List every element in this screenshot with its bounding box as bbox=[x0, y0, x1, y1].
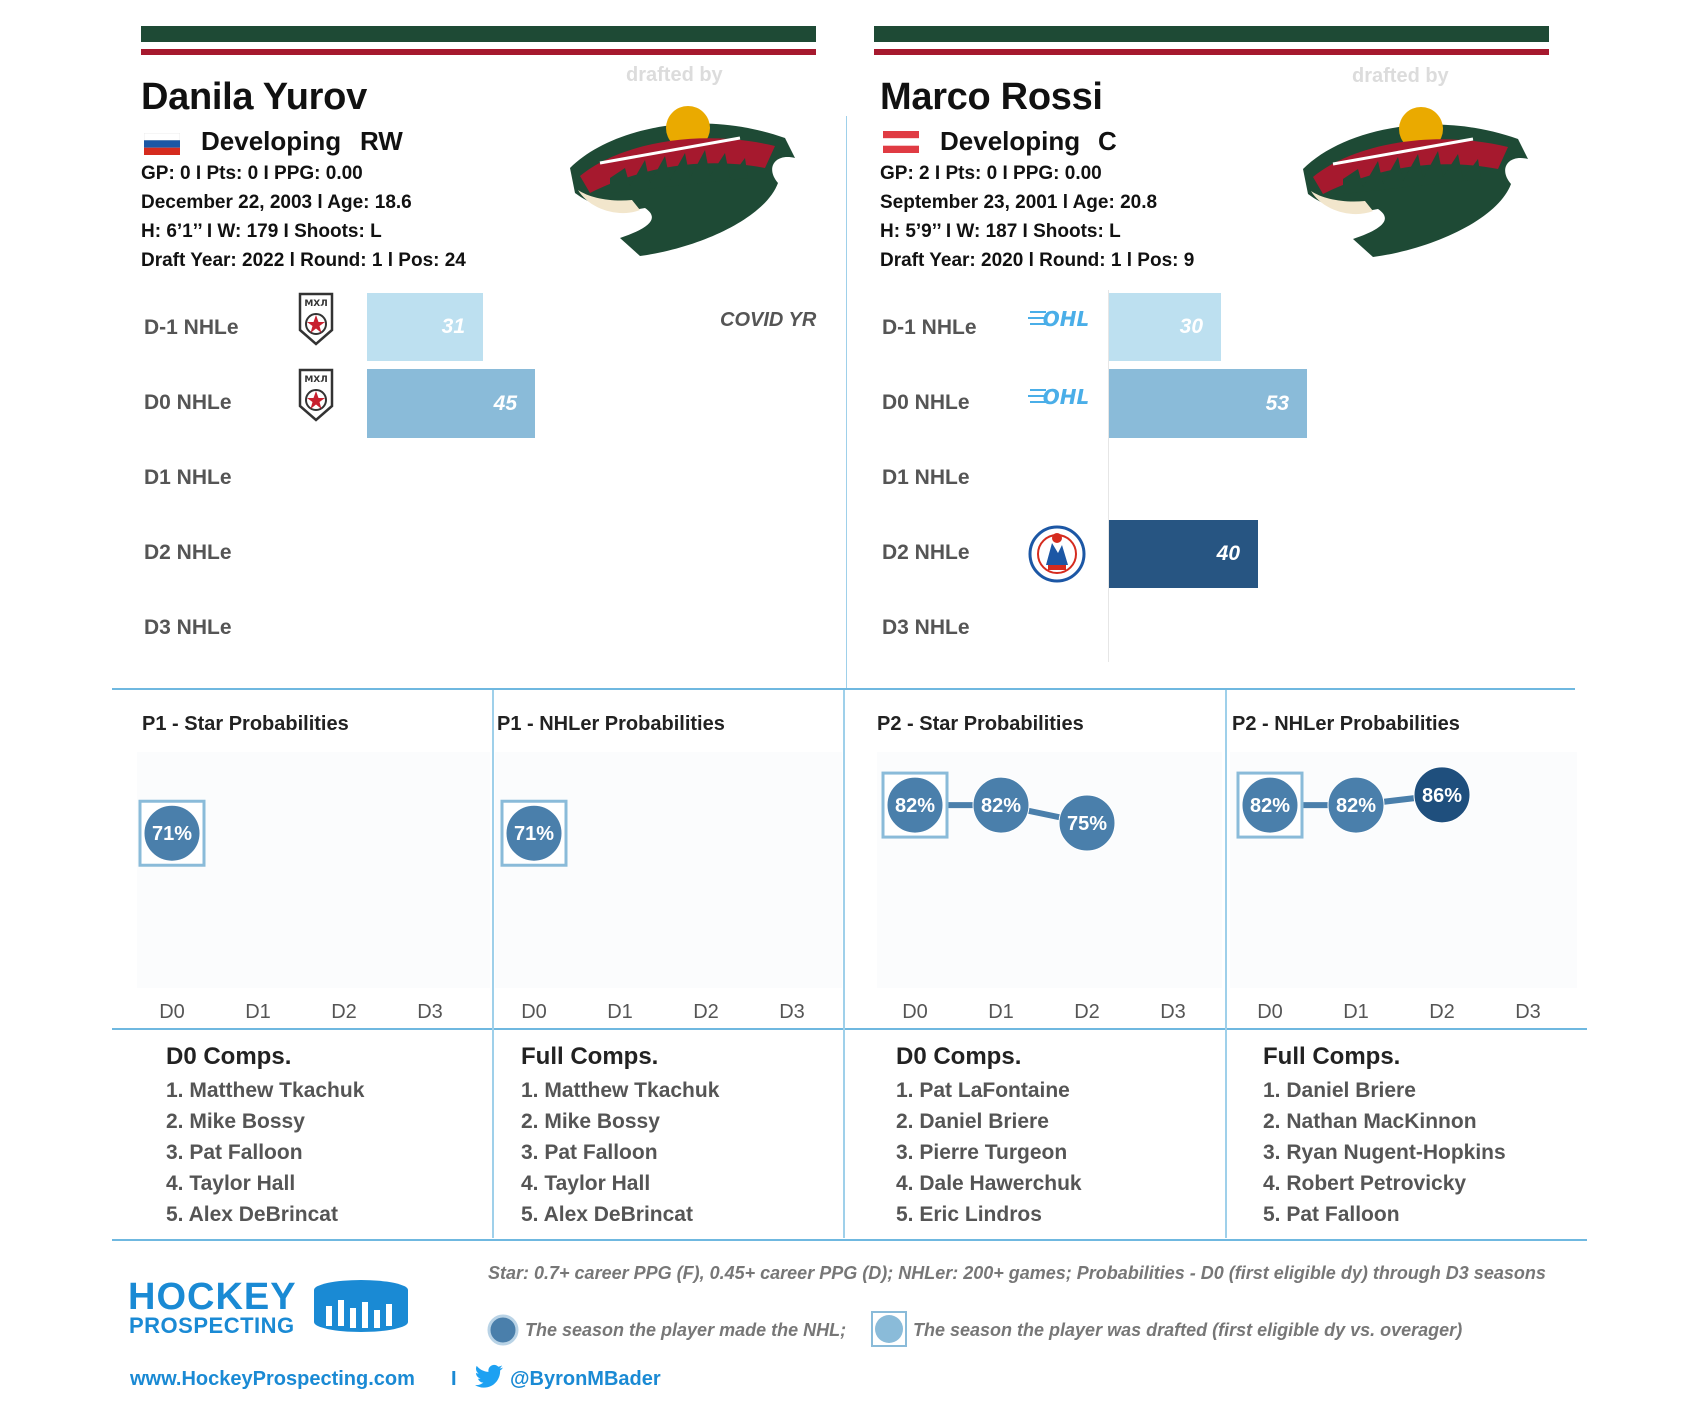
x-tick-label: D2 bbox=[1074, 1001, 1100, 1023]
comp-list-item: 5. Pat Falloon bbox=[1263, 1203, 1400, 1226]
comp-list-item: 4. Taylor Hall bbox=[521, 1172, 651, 1195]
nhle-bar bbox=[367, 369, 535, 438]
section-divider-bottom bbox=[112, 1239, 1587, 1241]
data-label: 82% bbox=[1249, 795, 1291, 818]
nhle-axis-line bbox=[1108, 290, 1109, 662]
nhle-label: D-1 NHLe bbox=[882, 316, 977, 339]
nhle-label: D1 NHLe bbox=[882, 466, 970, 489]
drafted-by-label: drafted by bbox=[626, 64, 723, 86]
player-status: Developing bbox=[940, 126, 1081, 156]
minnesota-wild-logo-icon bbox=[1283, 99, 1533, 259]
comps-title: Full Comps. bbox=[1263, 1043, 1401, 1070]
russia-flag-icon bbox=[144, 133, 180, 155]
comp-list-item: 3. Pierre Turgeon bbox=[896, 1141, 1068, 1164]
mhl-logo-icon bbox=[298, 368, 334, 422]
player-name: Danila Yurov bbox=[141, 76, 367, 118]
data-label: 82% bbox=[1335, 795, 1377, 818]
player-draft: Draft Year: 2020 l Round: 1 l Pos: 9 bbox=[880, 250, 1195, 271]
nhl-season-legend-icon bbox=[486, 1313, 520, 1347]
comp-list-item: 4. Dale Hawerchuk bbox=[896, 1172, 1082, 1195]
comp-list-item: 4. Robert Petrovicky bbox=[1263, 1172, 1467, 1195]
comp-list-item: 3. Pat Falloon bbox=[521, 1141, 658, 1164]
svg-text:OHL: OHL bbox=[1042, 307, 1088, 331]
comp-list-item: 1. Matthew Tkachuk bbox=[521, 1079, 720, 1102]
footer-separator: I bbox=[451, 1368, 457, 1390]
x-tick-label: D0 bbox=[902, 1001, 928, 1023]
data-label: 86% bbox=[1421, 784, 1463, 807]
comps-title: D0 Comps. bbox=[166, 1043, 292, 1070]
mhl-logo-icon bbox=[298, 292, 334, 346]
comp-list-item: 5. Alex DeBrincat bbox=[166, 1203, 338, 1226]
x-tick-label: D0 bbox=[521, 1001, 547, 1023]
svg-text:МХЛ: МХЛ bbox=[304, 299, 328, 309]
x-tick-label: D1 bbox=[988, 1001, 1014, 1023]
player-position: C bbox=[1098, 126, 1117, 156]
plot-area bbox=[137, 752, 490, 988]
nhle-bar-value: 40 bbox=[1216, 542, 1240, 565]
player-stats: GP: 2 I Pts: 0 I PPG: 0.00 bbox=[880, 163, 1102, 184]
twitter-handle[interactable]: @ByronMBader bbox=[510, 1368, 661, 1390]
data-label: 82% bbox=[980, 795, 1022, 818]
nhle-label: D1 NHLe bbox=[144, 466, 232, 489]
player-birth: September 23, 2001 l Age: 20.8 bbox=[880, 192, 1158, 213]
comp-list-item: 1. Matthew Tkachuk bbox=[166, 1079, 365, 1102]
x-tick-label: D3 bbox=[779, 1001, 805, 1023]
comp-list-item: 4. Taylor Hall bbox=[166, 1172, 296, 1195]
comp-list-item: 1. Pat LaFontaine bbox=[896, 1079, 1070, 1102]
panel-title: P1 - Star Probabilities bbox=[142, 713, 349, 735]
x-tick-label: D1 bbox=[1343, 1001, 1369, 1023]
player-status: Developing bbox=[201, 126, 342, 156]
plot-area bbox=[495, 752, 842, 988]
player-name: Marco Rossi bbox=[880, 76, 1103, 118]
ohl-logo-icon bbox=[1028, 304, 1088, 332]
comp-list-item: 3. Pat Falloon bbox=[166, 1141, 303, 1164]
nhle-label: D3 NHLe bbox=[144, 616, 232, 639]
nhle-label: D3 NHLe bbox=[882, 616, 970, 639]
panel-title: P2 - Star Probabilities bbox=[877, 713, 1084, 735]
nhle-bar bbox=[1109, 293, 1221, 361]
nhle-bar bbox=[1109, 520, 1258, 588]
player-position: RW bbox=[360, 126, 403, 156]
website-link[interactable]: www.HockeyProspecting.com bbox=[130, 1368, 415, 1390]
panel-title: P1 - NHLer Probabilities bbox=[497, 713, 725, 735]
nhle-bar-value: 53 bbox=[1265, 391, 1289, 415]
player-draft: Draft Year: 2022 l Round: 1 l Pos: 24 bbox=[141, 250, 466, 271]
x-tick-label: D3 bbox=[1515, 1001, 1541, 1023]
brand-hockey: HOCKEY bbox=[128, 1276, 297, 1318]
x-tick-label: D2 bbox=[331, 1001, 357, 1023]
header-stripe-green bbox=[874, 26, 1549, 42]
drafted-by-label: drafted by bbox=[1352, 65, 1449, 87]
nhle-bar bbox=[367, 293, 483, 361]
header-stripe-red bbox=[141, 49, 816, 55]
data-label: 71% bbox=[513, 823, 555, 846]
header-stripe-red bbox=[874, 49, 1549, 55]
svg-text:OHL: OHL bbox=[1042, 385, 1088, 409]
nhle-bar bbox=[1109, 369, 1307, 438]
x-tick-label: D1 bbox=[607, 1001, 633, 1023]
ohl-logo-icon bbox=[1028, 382, 1088, 410]
header-stripe-green bbox=[141, 26, 816, 42]
ahl-logo-icon bbox=[1028, 525, 1086, 583]
x-tick-label: D1 bbox=[245, 1001, 271, 1023]
x-tick-label: D0 bbox=[159, 1001, 185, 1023]
probability-charts bbox=[0, 740, 1698, 1030]
brand-prospecting: PROSPECTING bbox=[129, 1313, 295, 1338]
minnesota-wild-logo-icon bbox=[550, 98, 800, 258]
nhle-label: D0 NHLe bbox=[882, 391, 970, 414]
comp-list-item: 2. Nathan MacKinnon bbox=[1263, 1110, 1477, 1133]
comp-list-item: 1. Daniel Briere bbox=[1263, 1079, 1416, 1102]
x-tick-label: D3 bbox=[417, 1001, 443, 1023]
legend-nhl-label: The season the player made the NHL; bbox=[525, 1320, 847, 1340]
svg-text:МХЛ: МХЛ bbox=[304, 375, 328, 385]
data-label: 75% bbox=[1066, 813, 1108, 835]
comps-title: Full Comps. bbox=[521, 1043, 659, 1070]
player-birth: December 22, 2003 l Age: 18.6 bbox=[141, 192, 412, 213]
nhle-bar-value: 45 bbox=[493, 391, 517, 415]
legend-drafted-label: The season the player was drafted (first eligible dy vs. overager) bbox=[913, 1320, 1463, 1340]
comp-list-item: 3. Ryan Nugent-Hopkins bbox=[1263, 1141, 1506, 1164]
drafted-season-legend-icon bbox=[870, 1310, 908, 1348]
panel-title: P2 - NHLer Probabilities bbox=[1232, 713, 1460, 735]
comp-list-item: 2. Mike Bossy bbox=[166, 1110, 305, 1133]
comps-title: D0 Comps. bbox=[896, 1043, 1022, 1070]
austria-flag-icon bbox=[883, 131, 919, 153]
covid-year-note: COVID YR bbox=[720, 309, 817, 331]
comp-list-item: 5. Eric Lindros bbox=[896, 1203, 1042, 1226]
data-label: 82% bbox=[894, 795, 936, 818]
definition-note: Star: 0.7+ career PPG (F), 0.45+ career PPG (D); NHLer: 200+ games; Probabilities - D0 (first eligible dy) through D3 seasons bbox=[488, 1263, 1546, 1283]
data-label: 71% bbox=[151, 823, 193, 846]
x-tick-label: D2 bbox=[1429, 1001, 1455, 1023]
x-tick-label: D3 bbox=[1160, 1001, 1186, 1023]
player-size: H: 5’9’’ I W: 187 I Shoots: L bbox=[880, 221, 1121, 242]
nhle-bar-value: 31 bbox=[441, 315, 465, 338]
hockey-puck-logo-icon bbox=[312, 1278, 410, 1334]
nhle-label: D-1 NHLe bbox=[144, 316, 239, 339]
twitter-icon[interactable] bbox=[474, 1364, 504, 1390]
nhle-bar-value: 30 bbox=[1179, 315, 1203, 338]
comp-list-item: 5. Alex DeBrincat bbox=[521, 1203, 693, 1226]
player-stats: GP: 0 I Pts: 0 I PPG: 0.00 bbox=[141, 163, 363, 184]
x-tick-label: D0 bbox=[1257, 1001, 1283, 1023]
player-divider bbox=[846, 116, 847, 689]
player-size: H: 6’1’’ I W: 179 I Shoots: L bbox=[141, 221, 382, 242]
nhle-label: D2 NHLe bbox=[882, 541, 970, 564]
x-tick-label: D2 bbox=[693, 1001, 719, 1023]
comp-list-item: 2. Daniel Briere bbox=[896, 1110, 1049, 1133]
nhle-label: D2 NHLe bbox=[144, 541, 232, 564]
comp-list-item: 2. Mike Bossy bbox=[521, 1110, 660, 1133]
nhle-label: D0 NHLe bbox=[144, 391, 232, 414]
